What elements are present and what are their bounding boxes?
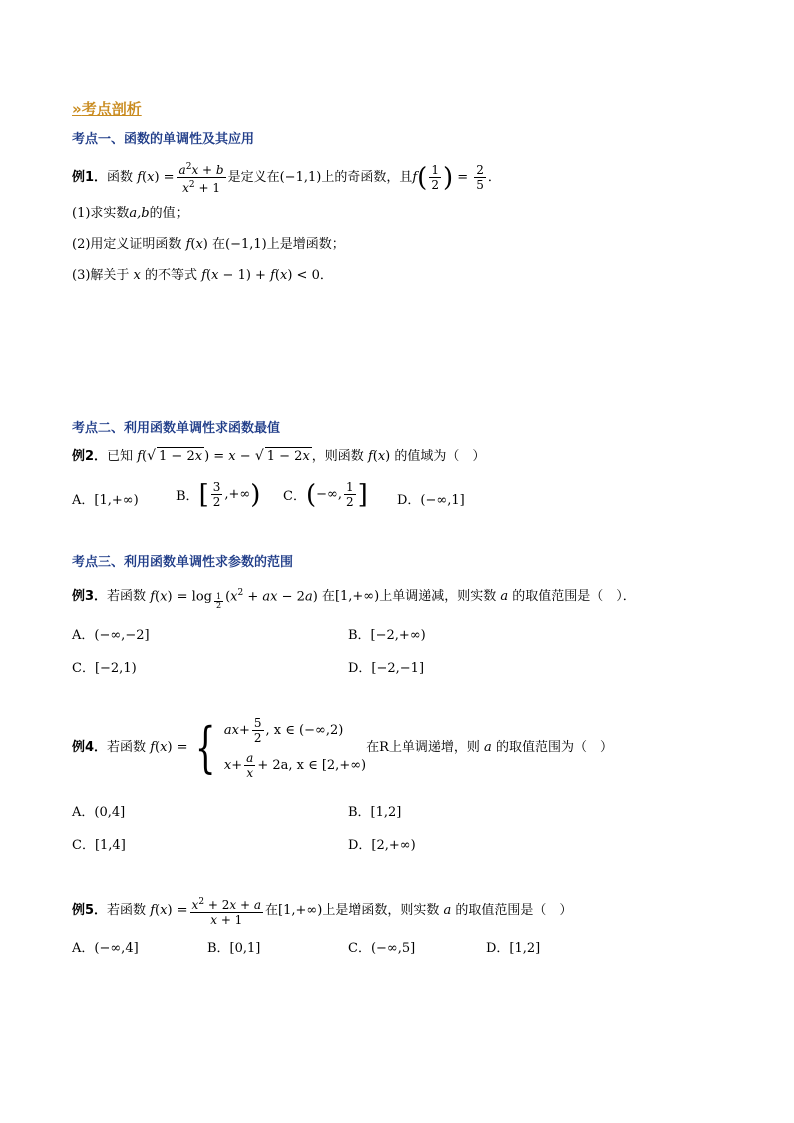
example-4-option-a[interactable]: A．(0,4] [72, 805, 126, 820]
fraction-fx: $\frac{a^2x + b}{x^2 + 1}$ [178, 162, 224, 195]
math-fx: f(x) = [137, 169, 175, 185]
example-1-q1: (1)求实数 a,b 的值； [72, 206, 189, 221]
example-2-option-c[interactable]: C． ( −∞, $\frac{1}{2}$ ] [283, 479, 368, 510]
example-5-option-d[interactable]: D．[1,2] [486, 941, 541, 956]
section-title: »考点剖析 [72, 100, 142, 118]
example-1-statement: 例1． 函数 f(x) = $\frac{a^2x + b}{x^2 + 1}$ 是定义在 (−1,1) 上的奇函数，且 f ( $\frac{1}{2}$ ) = $\frac{2}{5}$ ． [72, 162, 501, 195]
double-chevron-icon: » [72, 100, 82, 118]
example-4-option-c[interactable]: C．[1,4] [72, 838, 126, 853]
example-2-statement: 例2． 已知 f(√ 1 − 2x ) = x − √ 1 − 2x ，则函数 f(x) 的值域为（ ） [72, 448, 486, 464]
example-5-option-a[interactable]: A．(−∞,4] [72, 941, 139, 956]
example-2-option-a[interactable]: A．[1,+∞) [72, 493, 139, 508]
example-2-option-d[interactable]: D．(−∞,1] [397, 493, 465, 508]
example-3-option-a[interactable]: A．(−∞,−2] [72, 628, 150, 643]
heading-topic-2: 考点二、利用函数单调性求函数最值 [72, 421, 281, 436]
example-3-option-c[interactable]: C．[−2,1) [72, 661, 137, 676]
example-4-option-b[interactable]: B．[1,2] [348, 805, 402, 820]
heading-topic-1: 考点一、函数的单调性及其应用 [72, 132, 255, 147]
example-5-statement: 例5． 若函数 f(x) = $\frac{x^2 + 2x + a}{x + 1}$ 在 [1,+∞) 上是增函数，则实数 a 的取值范围是（ ） [72, 897, 573, 927]
math-f-half: f [412, 169, 418, 185]
example-5-option-b[interactable]: B．[0,1] [207, 941, 261, 956]
piecewise-cases: ax + $\frac{5}{2}$ , x ∈ (−∞,2) x + $\frac{a}{x}$ + 2a, x ∈ [2,+∞) [223, 716, 367, 780]
example-4-statement: 例4． 若函数 f(x) = { ax + $\frac{5}{2}$ , x ∈ (−∞,2) x + $\frac{a}{x}$ + 2a, x ∈ [2,+∞) 在R上单调递增，则 a 的取值范围为（ ） [72, 716, 613, 780]
example-3-option-d[interactable]: D．[−2,−1] [348, 661, 425, 676]
example-1-q3: (3)解关于 x 的不等式 f(x − 1) + f(x) < 0 ． [72, 268, 333, 283]
example-1-q2: (2)用定义证明函数 f(x) 在 (−1,1) 上是增函数； [72, 237, 345, 252]
piecewise-brace: { [194, 716, 216, 779]
heading-topic-3: 考点三、利用函数单调性求参数的范围 [72, 555, 294, 570]
example-3-statement: 例3． 若函数 f(x) = log $_{\frac{1}{2}}$ ($x^2$ + ax − 2a) 在 [1,+∞) 上单调递减，则实数 a 的取值范围是（ ）． [72, 588, 636, 610]
example-4-option-d[interactable]: D．[2,+∞) [348, 838, 416, 853]
example-2-option-b[interactable]: B． [ $\frac{3}{2}$ ,+∞ ) [176, 479, 261, 510]
example-5-option-c[interactable]: C．(−∞,5] [348, 941, 416, 956]
example-3-option-b[interactable]: B．[−2,+∞) [348, 628, 426, 643]
